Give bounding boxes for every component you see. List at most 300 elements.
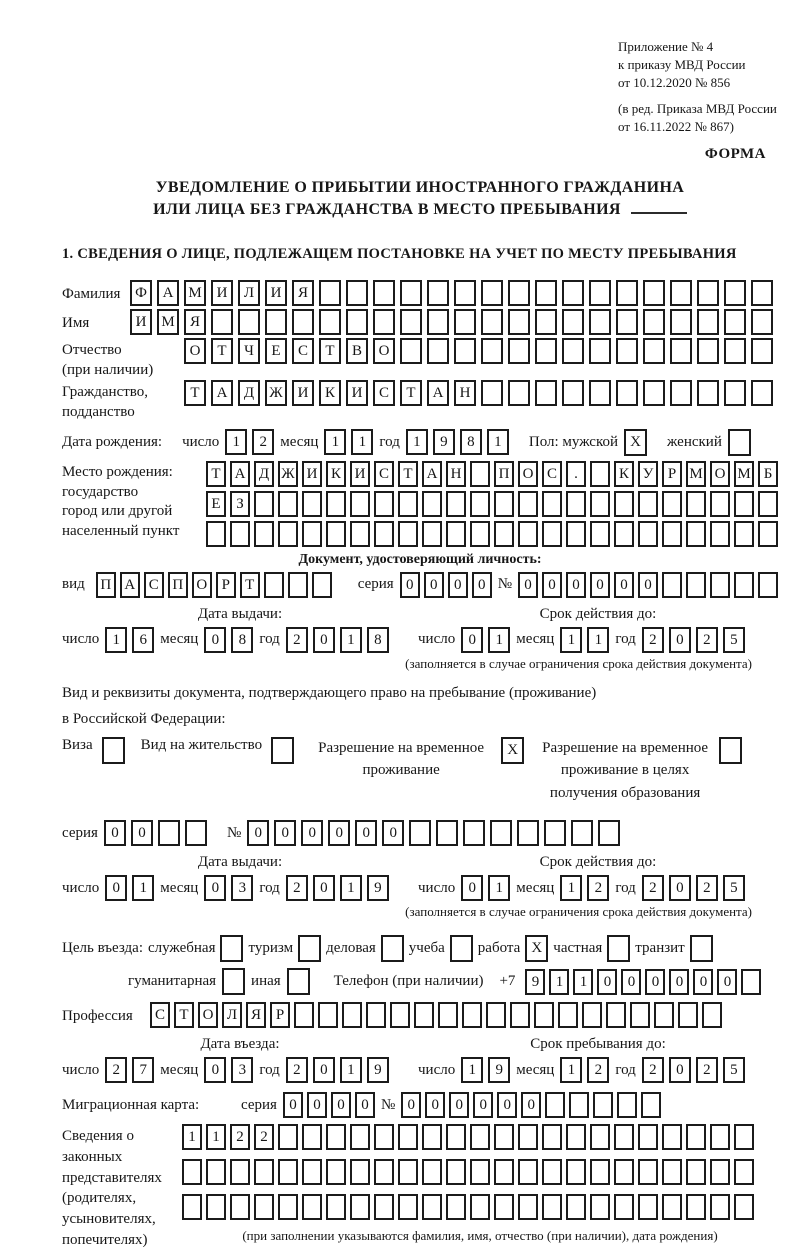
char-cell[interactable]: Л [222,1002,242,1028]
char-cell[interactable]: 0 [247,820,269,846]
char-cell[interactable]: 1 [340,627,362,653]
char-cell[interactable] [678,1002,698,1028]
char-cell[interactable] [582,1002,602,1028]
char-cell[interactable] [481,309,503,335]
char-cell[interactable]: Ж [278,461,298,487]
char-cell[interactable] [517,820,539,846]
char-cell[interactable]: 1 [560,627,582,653]
char-cell[interactable]: 0 [621,969,641,995]
char-cell[interactable]: С [542,461,562,487]
char-cell[interactable] [230,1159,250,1185]
char-cell[interactable]: 2 [696,875,718,901]
char-cell[interactable] [670,380,692,406]
char-cell[interactable] [614,1124,634,1150]
char-cell[interactable]: 1 [182,1124,202,1150]
char-cell[interactable] [758,491,778,517]
char-cell[interactable]: 1 [340,1057,362,1083]
char-cell[interactable] [697,280,719,306]
char-cell[interactable]: 0 [590,572,610,598]
char-cell[interactable]: 0 [301,820,323,846]
char-cell[interactable] [542,1194,562,1220]
char-cell[interactable]: Я [184,309,206,335]
char-cell[interactable]: А [211,380,233,406]
char-cell[interactable] [535,338,557,364]
char-cell[interactable]: 0 [461,627,483,653]
char-cell[interactable] [702,1002,722,1028]
char-cell[interactable] [346,280,368,306]
char-cell[interactable]: 0 [473,1092,493,1118]
char-cell[interactable] [230,521,250,547]
char-cell[interactable] [436,820,458,846]
char-cell[interactable]: 0 [597,969,617,995]
char-cell[interactable] [562,380,584,406]
char-cell[interactable] [326,491,346,517]
purpose-chastnaya-checkbox[interactable] [607,935,630,962]
char-cell[interactable] [494,491,514,517]
char-cell[interactable]: 0 [518,572,538,598]
char-cell[interactable] [446,1194,466,1220]
char-cell[interactable]: С [374,461,394,487]
char-cell[interactable]: Л [238,280,260,306]
char-cell[interactable]: О [373,338,395,364]
char-cell[interactable] [589,309,611,335]
char-cell[interactable] [589,338,611,364]
char-cell[interactable] [662,1159,682,1185]
char-cell[interactable]: 3 [231,875,253,901]
char-cell[interactable] [518,1194,538,1220]
char-cell[interactable] [350,521,370,547]
char-cell[interactable]: А [422,461,442,487]
char-cell[interactable]: В [346,338,368,364]
char-cell[interactable]: 0 [645,969,665,995]
char-cell[interactable] [569,1092,589,1118]
char-cell[interactable]: Р [662,461,682,487]
char-cell[interactable]: О [184,338,206,364]
char-cell[interactable] [374,1159,394,1185]
char-cell[interactable]: 1 [549,969,569,995]
char-cell[interactable]: 2 [642,1057,664,1083]
char-cell[interactable] [566,1124,586,1150]
char-cell[interactable] [374,1194,394,1220]
char-cell[interactable]: 0 [497,1092,517,1118]
char-cell[interactable] [481,338,503,364]
char-cell[interactable]: 0 [283,1092,303,1118]
char-cell[interactable] [326,521,346,547]
char-cell[interactable]: 0 [355,1092,375,1118]
char-cell[interactable] [593,1092,613,1118]
char-cell[interactable] [670,280,692,306]
char-cell[interactable]: С [144,572,164,598]
char-cell[interactable] [518,491,538,517]
char-cell[interactable]: 0 [401,1092,421,1118]
char-cell[interactable] [254,1159,274,1185]
char-cell[interactable] [590,461,610,487]
char-cell[interactable]: А [120,572,140,598]
char-cell[interactable] [254,1194,274,1220]
char-cell[interactable]: Н [454,380,476,406]
char-cell[interactable] [470,491,490,517]
char-cell[interactable]: 1 [488,627,510,653]
char-cell[interactable] [606,1002,626,1028]
char-cell[interactable] [294,1002,314,1028]
char-cell[interactable] [654,1002,674,1028]
char-cell[interactable]: 0 [105,875,127,901]
char-cell[interactable]: Т [398,461,418,487]
char-cell[interactable] [662,1194,682,1220]
char-cell[interactable] [326,1194,346,1220]
char-cell[interactable] [734,1194,754,1220]
char-cell[interactable]: 0 [104,820,126,846]
char-cell[interactable] [422,521,442,547]
char-cell[interactable] [470,521,490,547]
char-cell[interactable]: 0 [382,820,404,846]
char-cell[interactable] [710,572,730,598]
char-cell[interactable] [446,1159,466,1185]
char-cell[interactable] [535,309,557,335]
char-cell[interactable] [670,338,692,364]
char-cell[interactable]: П [96,572,116,598]
char-cell[interactable] [598,820,620,846]
char-cell[interactable] [545,1092,565,1118]
char-cell[interactable]: И [302,461,322,487]
char-cell[interactable] [590,491,610,517]
sex-female-checkbox[interactable] [728,429,751,456]
char-cell[interactable] [686,1159,706,1185]
char-cell[interactable]: 1 [560,875,582,901]
char-cell[interactable]: 9 [525,969,545,995]
char-cell[interactable] [758,521,778,547]
char-cell[interactable]: 9 [488,1057,510,1083]
char-cell[interactable]: 0 [204,627,226,653]
char-cell[interactable] [508,309,530,335]
char-cell[interactable] [422,491,442,517]
char-cell[interactable] [638,1124,658,1150]
char-cell[interactable] [326,1124,346,1150]
char-cell[interactable]: Я [292,280,314,306]
char-cell[interactable]: Д [254,461,274,487]
char-cell[interactable] [562,309,584,335]
char-cell[interactable]: 0 [521,1092,541,1118]
purpose-inaya-checkbox[interactable] [287,968,310,995]
char-cell[interactable] [390,1002,410,1028]
char-cell[interactable] [734,521,754,547]
char-cell[interactable] [590,1194,610,1220]
char-cell[interactable]: 2 [286,875,308,901]
char-cell[interactable]: 0 [425,1092,445,1118]
char-cell[interactable] [454,338,476,364]
char-cell[interactable] [302,491,322,517]
char-cell[interactable] [508,280,530,306]
char-cell[interactable]: 0 [461,875,483,901]
char-cell[interactable]: 1 [560,1057,582,1083]
char-cell[interactable]: Д [238,380,260,406]
char-cell[interactable] [734,1159,754,1185]
char-cell[interactable]: И [265,280,287,306]
char-cell[interactable]: И [130,309,152,335]
char-cell[interactable] [182,1194,202,1220]
char-cell[interactable]: А [230,461,250,487]
char-cell[interactable] [346,309,368,335]
char-cell[interactable] [562,338,584,364]
char-cell[interactable]: Т [211,338,233,364]
char-cell[interactable]: Ч [238,338,260,364]
char-cell[interactable] [494,1194,514,1220]
char-cell[interactable] [670,309,692,335]
char-cell[interactable] [400,338,422,364]
purpose-gumanitarnaya-checkbox[interactable] [222,968,245,995]
purpose-ucheba-checkbox[interactable] [450,935,473,962]
char-cell[interactable]: Н [446,461,466,487]
char-cell[interactable]: 1 [206,1124,226,1150]
char-cell[interactable] [366,1002,386,1028]
char-cell[interactable] [616,309,638,335]
char-cell[interactable]: 1 [461,1057,483,1083]
char-cell[interactable]: 3 [231,1057,253,1083]
char-cell[interactable]: 1 [587,627,609,653]
char-cell[interactable]: 1 [324,429,346,455]
char-cell[interactable] [643,280,665,306]
char-cell[interactable] [542,491,562,517]
char-cell[interactable] [535,380,557,406]
char-cell[interactable] [686,491,706,517]
char-cell[interactable]: 0 [614,572,634,598]
char-cell[interactable]: 0 [472,572,492,598]
char-cell[interactable] [230,1194,250,1220]
char-cell[interactable]: З [230,491,250,517]
char-cell[interactable] [254,491,274,517]
char-cell[interactable] [566,1194,586,1220]
char-cell[interactable] [470,1194,490,1220]
char-cell[interactable]: 2 [254,1124,274,1150]
char-cell[interactable] [710,1194,730,1220]
char-cell[interactable] [589,280,611,306]
char-cell[interactable] [326,1159,346,1185]
char-cell[interactable] [278,1194,298,1220]
char-cell[interactable] [185,820,207,846]
char-cell[interactable]: . [566,461,586,487]
char-cell[interactable] [494,1124,514,1150]
char-cell[interactable] [508,338,530,364]
char-cell[interactable] [697,338,719,364]
char-cell[interactable]: Т [240,572,260,598]
char-cell[interactable] [398,1124,418,1150]
char-cell[interactable]: И [350,461,370,487]
char-cell[interactable] [662,572,682,598]
char-cell[interactable] [710,521,730,547]
char-cell[interactable]: 0 [400,572,420,598]
char-cell[interactable] [342,1002,362,1028]
char-cell[interactable] [454,309,476,335]
char-cell[interactable]: 1 [340,875,362,901]
char-cell[interactable]: 2 [230,1124,250,1150]
char-cell[interactable] [319,309,341,335]
char-cell[interactable]: 0 [566,572,586,598]
char-cell[interactable] [697,380,719,406]
char-cell[interactable] [409,820,431,846]
char-cell[interactable]: 1 [225,429,247,455]
char-cell[interactable]: М [686,461,706,487]
char-cell[interactable] [422,1159,442,1185]
char-cell[interactable] [278,1124,298,1150]
char-cell[interactable] [373,280,395,306]
char-cell[interactable] [302,1124,322,1150]
char-cell[interactable] [751,338,773,364]
char-cell[interactable] [158,820,180,846]
char-cell[interactable]: П [168,572,188,598]
char-cell[interactable] [616,338,638,364]
char-cell[interactable]: 2 [105,1057,127,1083]
char-cell[interactable]: 2 [286,1057,308,1083]
char-cell[interactable]: 0 [448,572,468,598]
char-cell[interactable] [374,521,394,547]
char-cell[interactable]: М [734,461,754,487]
char-cell[interactable]: 2 [696,1057,718,1083]
char-cell[interactable]: Б [758,461,778,487]
char-cell[interactable]: Т [319,338,341,364]
char-cell[interactable]: 0 [328,820,350,846]
char-cell[interactable] [490,820,512,846]
char-cell[interactable]: 0 [355,820,377,846]
char-cell[interactable] [264,572,284,598]
char-cell[interactable] [641,1092,661,1118]
purpose-turizm-checkbox[interactable] [298,935,321,962]
char-cell[interactable]: 0 [331,1092,351,1118]
char-cell[interactable]: 8 [460,429,482,455]
char-cell[interactable] [614,1159,634,1185]
char-cell[interactable] [630,1002,650,1028]
char-cell[interactable]: 1 [487,429,509,455]
residence-permit-checkbox[interactable] [271,737,294,764]
char-cell[interactable] [400,280,422,306]
char-cell[interactable] [566,1159,586,1185]
char-cell[interactable]: 0 [669,969,689,995]
char-cell[interactable]: 1 [105,627,127,653]
char-cell[interactable] [206,1159,226,1185]
char-cell[interactable]: Р [216,572,236,598]
char-cell[interactable]: Е [265,338,287,364]
char-cell[interactable]: 2 [642,627,664,653]
char-cell[interactable]: Т [174,1002,194,1028]
char-cell[interactable]: А [157,280,179,306]
char-cell[interactable]: Т [400,380,422,406]
char-cell[interactable] [400,309,422,335]
char-cell[interactable] [438,1002,458,1028]
char-cell[interactable] [710,491,730,517]
char-cell[interactable] [589,380,611,406]
char-cell[interactable]: С [292,338,314,364]
char-cell[interactable] [616,280,638,306]
char-cell[interactable] [710,1124,730,1150]
char-cell[interactable]: Ф [130,280,152,306]
char-cell[interactable]: 9 [367,1057,389,1083]
char-cell[interactable] [265,309,287,335]
char-cell[interactable]: 0 [204,875,226,901]
char-cell[interactable]: 8 [367,627,389,653]
char-cell[interactable] [206,1194,226,1220]
char-cell[interactable]: 5 [723,627,745,653]
char-cell[interactable] [427,280,449,306]
char-cell[interactable] [542,1159,562,1185]
char-cell[interactable] [534,1002,554,1028]
char-cell[interactable] [724,280,746,306]
char-cell[interactable] [398,1194,418,1220]
char-cell[interactable] [751,380,773,406]
char-cell[interactable]: И [211,280,233,306]
char-cell[interactable]: 9 [367,875,389,901]
char-cell[interactable] [486,1002,506,1028]
char-cell[interactable]: 0 [204,1057,226,1083]
char-cell[interactable]: 2 [642,875,664,901]
char-cell[interactable] [302,1159,322,1185]
char-cell[interactable] [211,309,233,335]
char-cell[interactable]: 0 [307,1092,327,1118]
char-cell[interactable]: 0 [542,572,562,598]
char-cell[interactable] [238,309,260,335]
char-cell[interactable] [446,521,466,547]
char-cell[interactable] [643,309,665,335]
purpose-delovaya-checkbox[interactable] [381,935,404,962]
char-cell[interactable] [398,491,418,517]
char-cell[interactable] [481,280,503,306]
char-cell[interactable] [535,280,557,306]
char-cell[interactable] [510,1002,530,1028]
char-cell[interactable] [422,1124,442,1150]
char-cell[interactable] [686,521,706,547]
char-cell[interactable] [470,461,490,487]
char-cell[interactable]: 2 [696,627,718,653]
char-cell[interactable]: 0 [449,1092,469,1118]
char-cell[interactable]: 1 [351,429,373,455]
char-cell[interactable] [446,1124,466,1150]
char-cell[interactable] [617,1092,637,1118]
char-cell[interactable] [414,1002,434,1028]
char-cell[interactable] [206,521,226,547]
char-cell[interactable]: 0 [313,1057,335,1083]
char-cell[interactable]: 2 [252,429,274,455]
char-cell[interactable]: С [150,1002,170,1028]
char-cell[interactable] [542,1124,562,1150]
char-cell[interactable] [470,1124,490,1150]
char-cell[interactable] [616,380,638,406]
char-cell[interactable]: И [346,380,368,406]
char-cell[interactable]: Т [206,461,226,487]
char-cell[interactable] [182,1159,202,1185]
char-cell[interactable] [734,491,754,517]
char-cell[interactable]: 9 [433,429,455,455]
char-cell[interactable] [398,521,418,547]
char-cell[interactable] [590,521,610,547]
sex-male-checkbox[interactable]: X [624,429,647,456]
char-cell[interactable] [427,309,449,335]
char-cell[interactable] [494,1159,514,1185]
char-cell[interactable] [697,309,719,335]
char-cell[interactable] [278,491,298,517]
char-cell[interactable]: Я [246,1002,266,1028]
char-cell[interactable]: 0 [669,1057,691,1083]
char-cell[interactable] [350,1194,370,1220]
char-cell[interactable] [614,491,634,517]
char-cell[interactable] [288,572,308,598]
char-cell[interactable] [278,521,298,547]
char-cell[interactable] [614,1194,634,1220]
char-cell[interactable] [566,491,586,517]
char-cell[interactable]: 0 [313,627,335,653]
char-cell[interactable] [724,309,746,335]
char-cell[interactable]: Ж [265,380,287,406]
char-cell[interactable]: 5 [723,875,745,901]
char-cell[interactable]: 0 [424,572,444,598]
char-cell[interactable] [614,521,634,547]
